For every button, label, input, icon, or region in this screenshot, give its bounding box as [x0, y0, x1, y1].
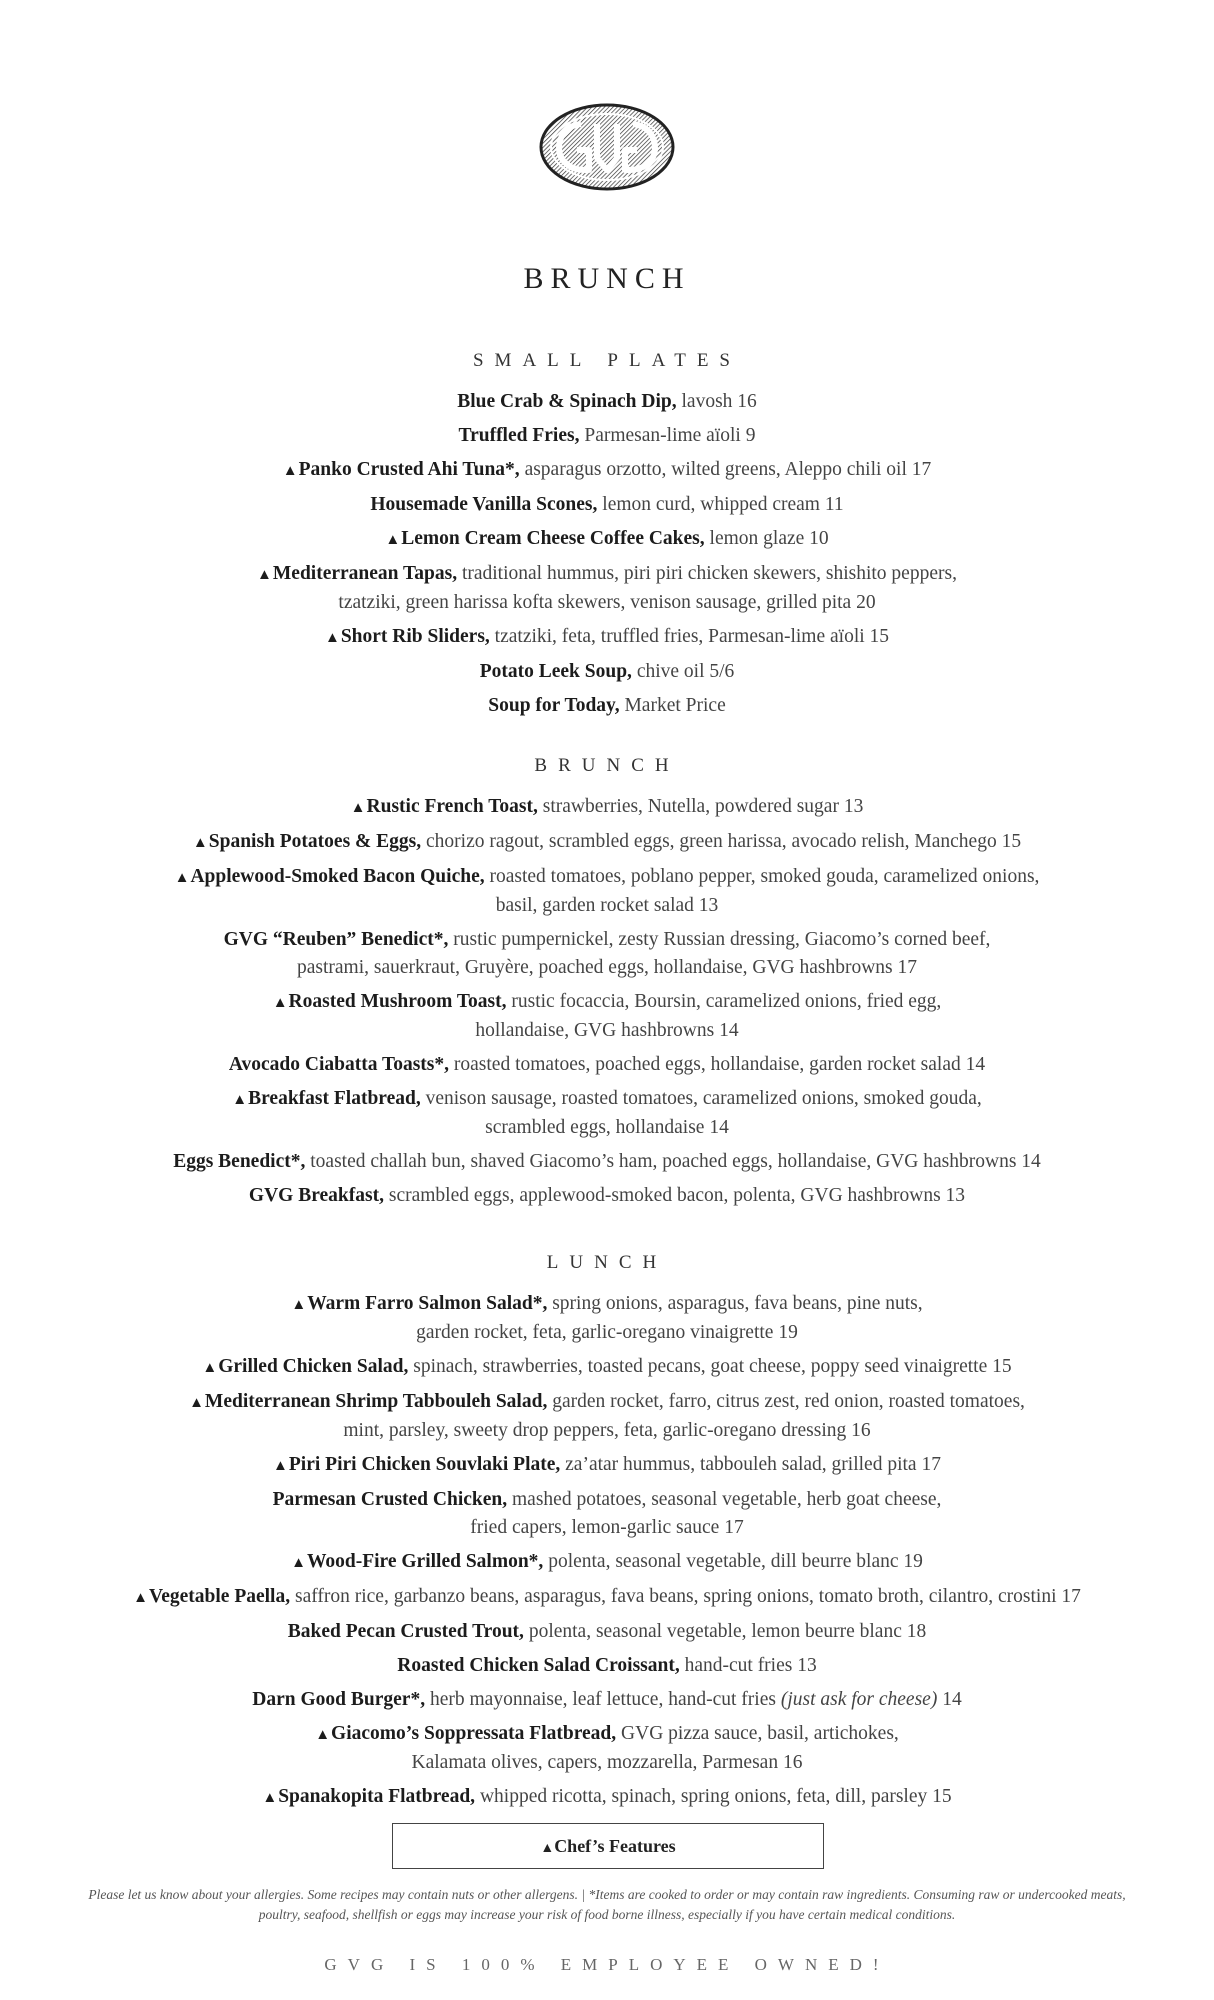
menu-item-name: Applewood-Smoked Bacon Quiche,: [190, 866, 485, 887]
section-heading: BRUNCH: [534, 755, 680, 776]
menu-item: [0, 1548, 1214, 1577]
chef-feature-triangle-icon: ▲: [192, 835, 208, 851]
chef-feature-triangle-icon: ▲: [189, 1395, 204, 1411]
chef-feature-triangle-icon: ▲: [291, 1297, 307, 1313]
menu-item: [0, 623, 1214, 652]
menu-item-description: hand-cut fries 13: [684, 1655, 817, 1676]
menu-item: [0, 1686, 1214, 1714]
menu-item: [0, 1783, 1214, 1812]
chef-feature-triangle-icon: ▲: [540, 1841, 555, 1856]
menu-item-description-line2: basil, garden rocket salad 13: [495, 895, 719, 916]
gvg-logo: [537, 102, 677, 192]
menu-item-name: Roasted Mushroom Toast,: [288, 991, 507, 1012]
menu-item-description: roasted tomatoes, poached eggs, hollandaise, garden rocket salad 14: [453, 1054, 986, 1075]
chef-feature-triangle-icon: ▲: [385, 532, 401, 548]
menu-item-description: GVG pizza sauce, basil, artichokes,: [621, 1723, 899, 1744]
menu-item: [0, 793, 1214, 822]
section-small-plates: [0, 350, 1214, 726]
menu-item-description-line2: garden rocket, feta, garlic-oregano vinaigrette 19: [416, 1322, 798, 1343]
menu-item-description: toasted challah bun, shaved Giacomo’s ham, poached eggs, hollandaise, GVG hashbrowns 14: [310, 1151, 1041, 1172]
menu-item-description: tzatziki, feta, truffled fries, Parmesan-lime aïoli 15: [494, 626, 890, 647]
page-title: BRUNCH: [523, 262, 691, 295]
section-brunch: [0, 755, 1214, 1216]
menu-item-name: Panko Crusted Ahi Tuna*,: [298, 459, 520, 480]
menu-item: [0, 560, 1214, 617]
chef-feature-triangle-icon: ▲: [324, 630, 340, 646]
menu-item: [0, 456, 1214, 485]
menu-item-description: herb mayonnaise, leaf lettuce, hand-cut fries: [429, 1689, 776, 1710]
menu-item-description: lemon curd, whipped cream 11: [602, 494, 844, 515]
menu-item: [0, 988, 1214, 1045]
chef-feature-triangle-icon: ▲: [282, 463, 298, 479]
menu-item: [0, 1720, 1214, 1777]
chef-feature-triangle-icon: ▲: [202, 1360, 218, 1376]
menu-item-description: spinach, strawberries, toasted pecans, goat cheese, poppy seed vinaigrette 15: [413, 1356, 1012, 1377]
menu-item-description-line2: tzatziki, green harissa kofta skewers, venison sausage, grilled pita 20: [338, 592, 876, 613]
menu-item-description: saffron rice, garbanzo beans, asparagus, fava beans, spring onions, tomato broth, cilantro, crostini 17: [294, 1586, 1081, 1607]
menu-item: [0, 1353, 1214, 1382]
menu-item-name: Breakfast Flatbread,: [248, 1088, 421, 1109]
chef-feature-triangle-icon: ▲: [291, 1555, 306, 1571]
menu-item-description: polenta, seasonal vegetable, lemon beurre blanc 18: [528, 1621, 927, 1642]
menu-item-name: Piri Piri Chicken Souvlaki Plate,: [288, 1454, 561, 1475]
menu-item-description: mashed potatoes, seasonal vegetable, herb goat cheese,: [512, 1489, 942, 1510]
chef-feature-triangle-icon: ▲: [273, 1458, 288, 1474]
menu-item-description-line2: pastrami, sauerkraut, Gruyère, poached eggs, hollandaise, GVG hashbrowns 17: [296, 957, 918, 978]
menu-item-name: Roasted Chicken Salad Croissant,: [397, 1655, 680, 1676]
menu-item-name: Darn Good Burger*,: [252, 1689, 426, 1710]
section-heading: SMALL PLATES: [472, 350, 741, 371]
chef-feature-triangle-icon: ▲: [350, 800, 366, 816]
menu-item: [0, 422, 1214, 450]
menu-item-description: spring onions, asparagus, fava beans, pine nuts,: [552, 1293, 923, 1314]
chef-feature-triangle-icon: ▲: [272, 995, 288, 1011]
menu-item-description-line2: scrambled eggs, hollandaise 14: [485, 1117, 729, 1138]
menu-item-description: roasted tomatoes, poblano pepper, smoked gouda, caramelized onions,: [489, 866, 1040, 887]
menu-item-name: Grilled Chicken Salad,: [218, 1356, 409, 1377]
menu-item-note: (just ask for cheese): [780, 1689, 938, 1710]
menu-item: [0, 1583, 1214, 1612]
menu-item-description: chorizo ragout, scrambled eggs, green harissa, avocado relish, Manchego 15: [426, 831, 1022, 852]
menu-item: [0, 1486, 1214, 1542]
menu-item-name: GVG “Reuben” Benedict*,: [223, 929, 449, 950]
menu-item-name: Parmesan Crusted Chicken,: [272, 1489, 508, 1510]
menu-item-description: lavosh 16: [681, 391, 757, 412]
menu-item-name: Soup for Today,: [488, 695, 620, 716]
allergy-footnote: Please let us know about your allergies. Some recipes may contain nuts or other allergens. | *Items are cooked to order or may contain raw ingredients. Consuming raw or undercooked meats, poultry, seafood, shellfish or eggs may increase your risk of food borne illness, especially if you have certain medical conditions.: [88, 1887, 1126, 1922]
menu-item-name: Lemon Cream Cheese Coffee Cakes,: [401, 528, 705, 549]
menu-item-name: Potato Leek Soup,: [479, 661, 632, 682]
menu-item-name: Giacomo’s Soppressata Flatbread,: [331, 1723, 617, 1744]
menu-item: [0, 1290, 1214, 1347]
chef-feature-triangle-icon: ▲: [174, 870, 190, 886]
menu-item-description: strawberries, Nutella, powdered sugar 13: [542, 796, 864, 817]
menu-item-name: Spanakopita Flatbread,: [278, 1786, 476, 1807]
menu-item-name: Avocado Ciabatta Toasts*,: [228, 1054, 450, 1075]
menu-item: [0, 828, 1214, 857]
menu-item-name: Blue Crab & Spinach Dip,: [457, 391, 677, 412]
menu-item: [0, 1652, 1214, 1680]
menu-item-description: rustic pumpernickel, zesty Russian dressing, Giacomo’s corned beef,: [453, 929, 991, 950]
menu-item: [0, 926, 1214, 982]
chefs-features-label: Chef’s Features: [554, 1836, 676, 1856]
chef-feature-triangle-icon: ▲: [133, 1590, 148, 1606]
menu-item: [0, 1182, 1214, 1210]
menu-item-description: za’atar hummus, tabbouleh salad, grilled pita 17: [565, 1454, 941, 1475]
chef-feature-triangle-icon: ▲: [315, 1727, 331, 1743]
menu-item-description-line2: fried capers, lemon-garlic sauce 17: [470, 1517, 744, 1538]
menu-item-name: Spanish Potatoes & Eggs,: [208, 831, 422, 852]
menu-item-description: Parmesan-lime aïoli 9: [584, 425, 756, 446]
menu-item: [0, 491, 1214, 519]
menu-item-description-line2: Kalamata olives, capers, mozzarella, Parmesan 16: [411, 1752, 803, 1773]
section-lunch: [0, 1252, 1214, 1818]
menu-item-name: Wood-Fire Grilled Salmon*,: [306, 1551, 544, 1572]
menu-item-description-line2: mint, parsley, sweety drop peppers, feta, garlic-oregano dressing 16: [343, 1420, 871, 1441]
employee-owned-footer: GVG IS 100% EMPLOYEE OWNED!: [324, 1955, 890, 1974]
menu-item-description: lemon glaze 10: [709, 528, 829, 549]
menu-item: [0, 1148, 1214, 1176]
menu-item: [0, 388, 1214, 416]
menu-item: [0, 692, 1214, 720]
section-heading: LUNCH: [546, 1252, 668, 1273]
menu-item: [0, 1085, 1214, 1142]
gvg-logo-icon: [537, 102, 677, 192]
menu-item-description: garden rocket, farro, citrus zest, red onion, roasted tomatoes,: [552, 1391, 1025, 1412]
menu-item-name: Short Rib Sliders,: [340, 626, 490, 647]
chef-feature-triangle-icon: ▲: [232, 1092, 248, 1108]
chefs-features-box: [392, 1823, 824, 1869]
menu-item-description-line2: hollandaise, GVG hashbrowns 14: [475, 1020, 739, 1041]
menu-item-price: 14: [942, 1689, 962, 1710]
menu-item: [0, 1388, 1214, 1445]
menu-item: [0, 1618, 1214, 1646]
menu-item-description: rustic focaccia, Boursin, caramelized onions, fried egg,: [511, 991, 942, 1012]
menu-item-name: Truffled Fries,: [458, 425, 580, 446]
menu-item-description: traditional hummus, piri piri chicken skewers, shishito peppers,: [461, 563, 957, 584]
menu-item-name: Baked Pecan Crusted Trout,: [287, 1621, 524, 1642]
menu-item: [0, 863, 1214, 920]
menu-item-description: asparagus orzotto, wilted greens, Aleppo chili oil 17: [524, 459, 932, 480]
menu-item: [0, 1051, 1214, 1079]
chef-feature-triangle-icon: ▲: [257, 567, 272, 583]
menu-item-name: Vegetable Paella,: [148, 1586, 291, 1607]
menu-item: [0, 658, 1214, 686]
menu-item-name: Eggs Benedict*,: [173, 1151, 306, 1172]
menu-item-description: chive oil 5/6: [636, 661, 735, 682]
menu-item-description: venison sausage, roasted tomatoes, caramelized onions, smoked gouda,: [425, 1088, 982, 1109]
menu-item-name: Mediterranean Tapas,: [272, 563, 458, 584]
chef-feature-triangle-icon: ▲: [262, 1790, 278, 1806]
menu-item-description: Market Price: [624, 695, 726, 716]
menu-item-name: GVG Breakfast,: [248, 1185, 384, 1206]
menu-item-name: Warm Farro Salmon Salad*,: [307, 1293, 548, 1314]
menu-item-description: scrambled eggs, applewood-smoked bacon, polenta, GVG hashbrowns 13: [388, 1185, 966, 1206]
menu-item-description: whipped ricotta, spinach, spring onions, feta, dill, parsley 15: [479, 1786, 952, 1807]
menu-item-name: Mediterranean Shrimp Tabbouleh Salad,: [204, 1391, 548, 1412]
menu-item: [0, 525, 1214, 554]
menu-item-name: Housemade Vanilla Scones,: [370, 494, 598, 515]
menu-item: [0, 1451, 1214, 1480]
menu-item-name: Rustic French Toast,: [366, 796, 538, 817]
menu-item-description: polenta, seasonal vegetable, dill beurre blanc 19: [548, 1551, 923, 1572]
